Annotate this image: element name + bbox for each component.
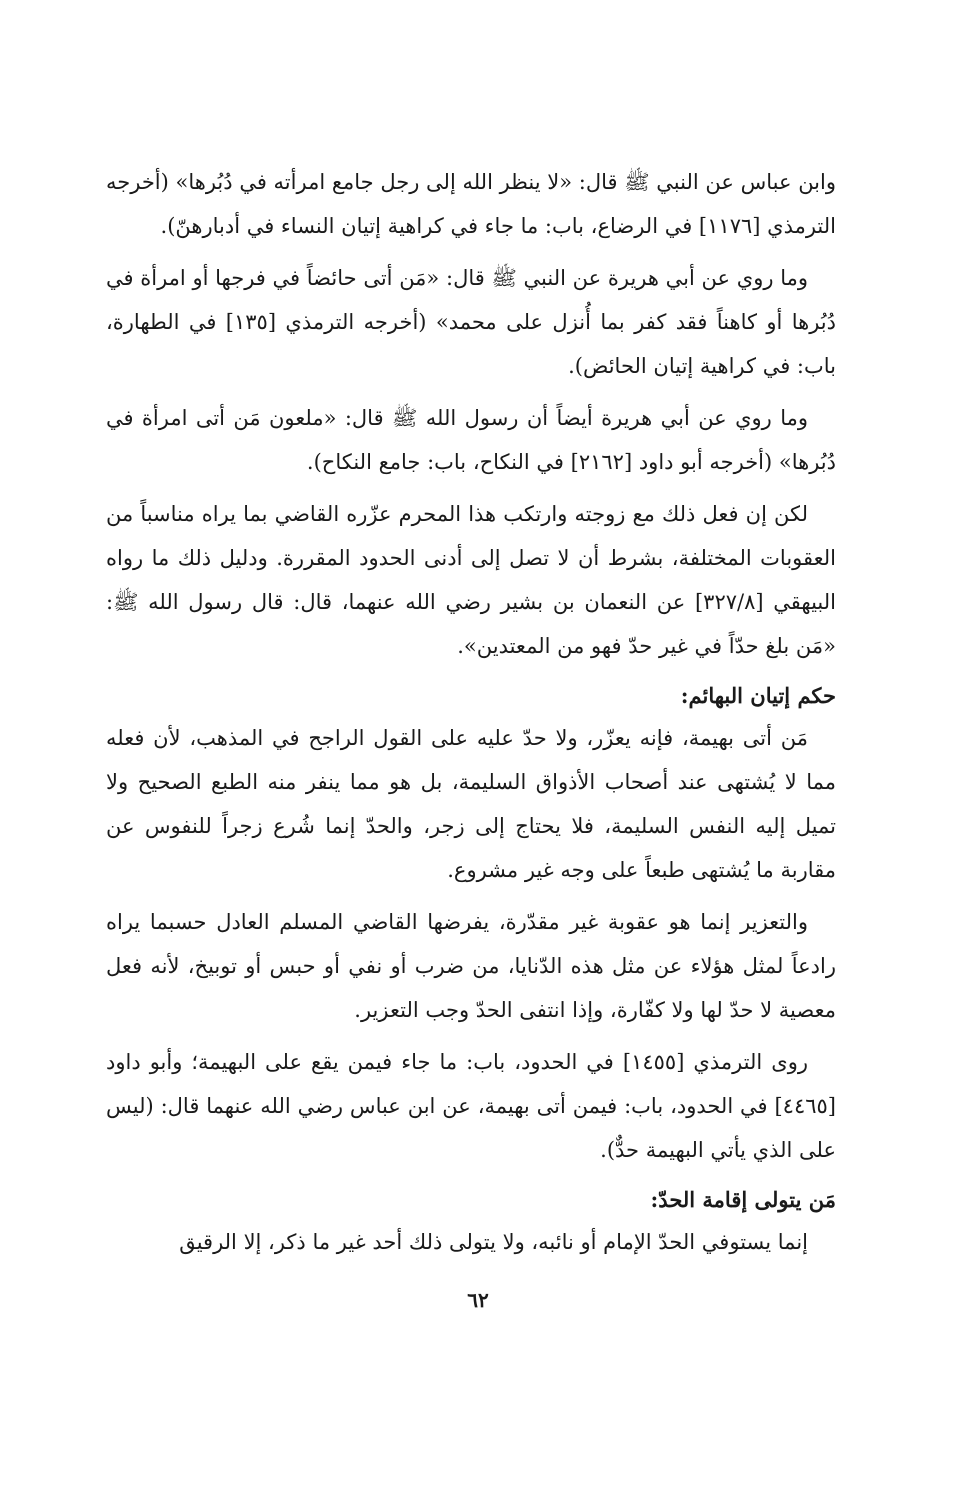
paragraph-abu-hurayra-hadith: وما روي عن أبي هريرة عن النبي ﷺ قال: «مَن أتى حائضاً في فرجها أو امرأة في دُبُرها أو كاهناً فقد كفر بما أُنزل على محمد» (أخرجه الترمذي [١٣٥] في الطهارة، باب: في كراهية إتيان الحائض).: [106, 266, 836, 378]
page-body: [106, 160, 836, 1272]
paragraph-abu-hurayra-second-hadith: وما روي عن أبي هريرة أيضاً أن رسول الله ﷺ قال: «ملعون مَن أتى امرأة في دُبُرها» (أخرجه أبو داود [٢١٦٢] في النكاح، باب: جامع النكاح).: [106, 406, 836, 474]
section-heading-animals: حكم إتيان البهائم:: [680, 683, 836, 708]
paragraph-tirmidhi-narration: روى الترمذي [١٤٥٥] في الحدود، باب: ما جاء فيمن يقع على البهيمة؛ وأبو داود [٤٤٦٥] في الحدود، باب: فيمن أتى بهيمة، عن ابن عباس رضي الله عنهما قال: (ليس على الذي يأتي البهيمة حدٌّ).: [106, 1050, 836, 1162]
page-number: ٦٢: [467, 1288, 489, 1312]
section-heading-who-executes: مَن يتولى إقامة الحدّ:: [650, 1187, 836, 1212]
paragraph-animals-ruling: مَن أتى بهيمة، فإنه يعزّر، ولا حدّ عليه على القول الراجح في المذهب، لأن فعله مما لا يُشتهى عند أصحاب الأذواق السليمة، بل هو مما ينفر منه الطبع الصحيح ولا تميل إليه النفس السليمة، فلا يحتاج إلى زجر، والحدّ إنما شُرع زجراً للنفوس عن مقاربة ما يُشتهى طبعاً على وجه غير مشروع.: [106, 726, 836, 882]
paragraph-tazir-ruling: لكن إن فعل ذلك مع زوجته وارتكب هذا المحرم عزّره القاضي بما يراه مناسباً من العقوبات المختلفة، بشرط أن لا تصل إلى أدنى الحدود المقررة. ودليل ذلك ما رواه البيهقي [٣٢٧/٨] عن النعمان بن بشير رضي الله عنهما، قال: قال رسول الله ﷺ: «مَن بلغ حدّاً في غير حدّ فهو من المعتدين».: [106, 502, 836, 658]
paragraph-imam-executes: إنما يستوفي الحدّ الإمام أو نائبه، ولا يتولى ذلك أحد غير ما ذكر، إلا الرقيق: [179, 1230, 808, 1254]
paragraph-ibn-abbas-hadith: وابن عباس عن النبي ﷺ قال: «لا ينظر الله إلى رجل جامع امرأته في دُبُرها» (أخرجه الترمذي [١١٧٦] في الرضاع، باب: ما جاء في كراهية إتيان النساء في أدبارهنّ).: [106, 170, 836, 238]
paragraph-tazir-definition: والتعزير إنما هو عقوبة غير مقدّرة، يفرضها القاضي المسلم العادل حسبما يراه رادعاً لمثل هؤلاء عن مثل هذه الدّنايا، من ضرب أو نفي أو حبس أو توبيخ، لأنه فعل معصية لا حدّ لها ولا كفّارة، وإذا انتفى الحدّ وجب التعزير.: [106, 910, 836, 1022]
